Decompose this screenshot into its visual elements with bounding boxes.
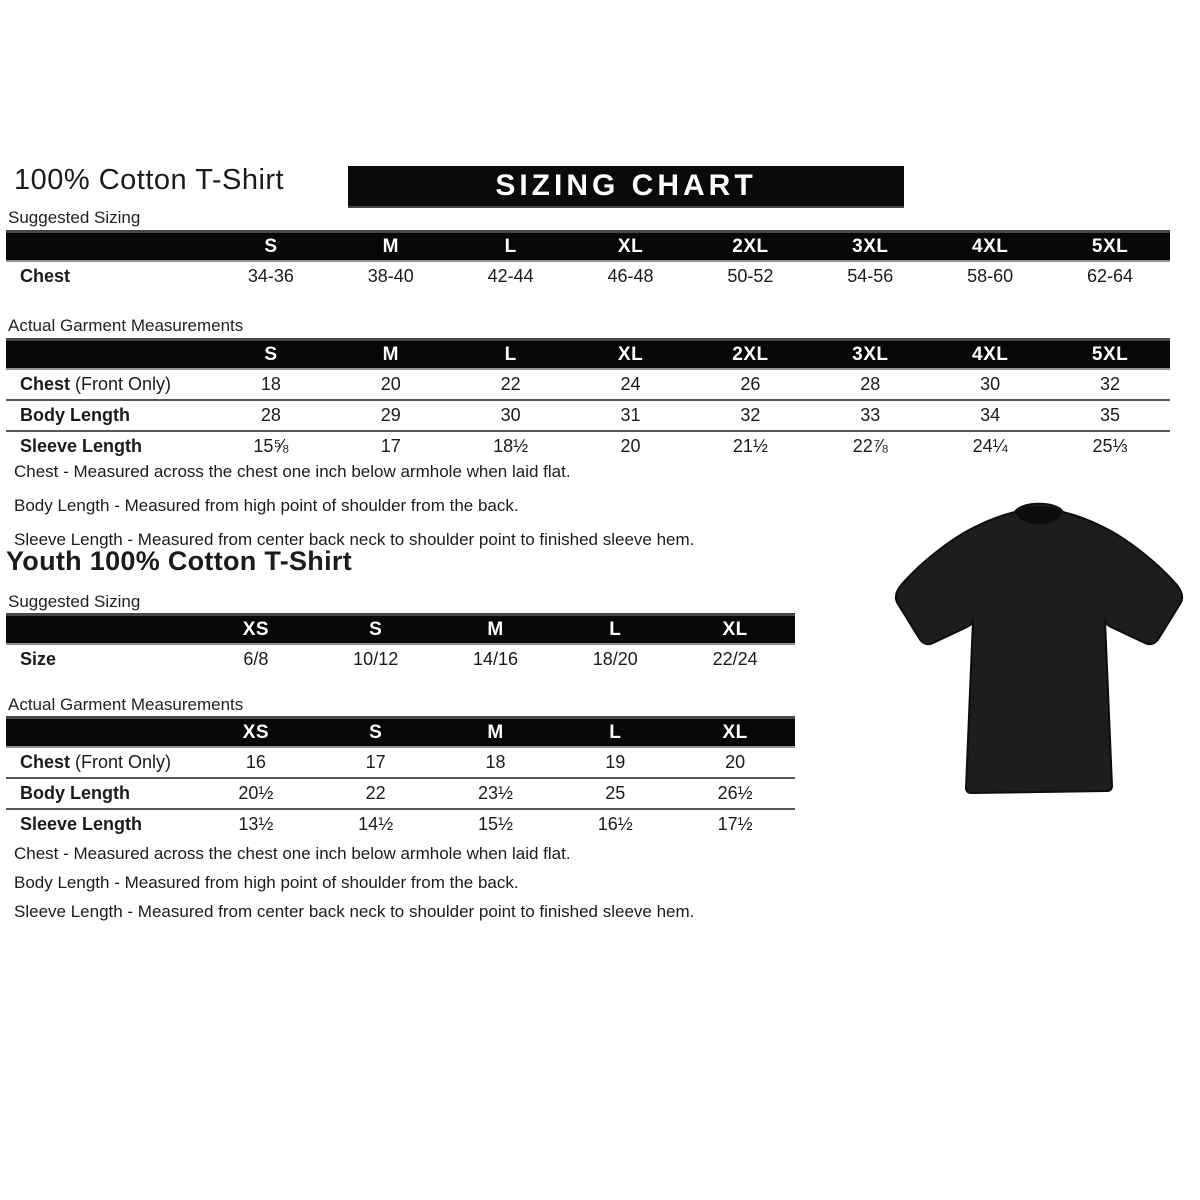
table-cell: 20½ (238, 783, 274, 803)
row-label: Sleeve Length (20, 436, 143, 456)
column-header: L (609, 618, 622, 640)
table-cell: 16½ (597, 814, 633, 834)
column-header: 3XL (852, 235, 889, 257)
youth-section-title: Youth 100% Cotton T-Shirt (6, 546, 352, 576)
table-cell: 22 (365, 783, 386, 803)
adult-actual-measurements-table (6, 338, 1170, 461)
row-label: Chest (20, 266, 71, 286)
table-cell: 34-36 (247, 266, 294, 286)
table-cell: 18 (485, 752, 506, 772)
table-cell: 42-44 (487, 266, 534, 286)
column-header: XL (617, 343, 644, 365)
table-row (6, 262, 1170, 291)
note-sleeve-length: Sleeve Length - Measured from center back neck to shoulder point to finished sleeve hem. (14, 530, 695, 549)
table-row (6, 808, 795, 839)
table-cell: 26 (740, 374, 761, 394)
table-cell: 30 (500, 405, 521, 425)
column-header: XL (722, 721, 748, 743)
table-row (6, 748, 795, 777)
table-row (6, 399, 1170, 430)
youth-suggested-sizing-table (6, 613, 795, 674)
table-cell: 25⅓ (1092, 436, 1128, 456)
table-cell: 23½ (477, 783, 514, 803)
column-header: 5XL (1091, 343, 1129, 365)
row-label: Size (20, 649, 57, 669)
column-header: L (504, 235, 517, 257)
table-cell: 35 (1100, 405, 1121, 425)
table-header-row (6, 341, 1170, 370)
table-cell: 10/12 (353, 649, 399, 669)
table-cell: 19 (605, 752, 626, 772)
column-header: S (264, 343, 278, 365)
youth-actual-measurements-label: Actual Garment Measurements (8, 695, 244, 714)
table-row (6, 645, 795, 674)
tshirt-product-image (893, 492, 1185, 802)
row-label: Chest (Front Only) (20, 752, 172, 772)
table-cell: 20 (380, 374, 401, 394)
table-cell: 32 (740, 405, 761, 425)
adult-actual-measurements-label: Actual Garment Measurements (8, 316, 244, 335)
youth-actual-measurements-table (6, 716, 795, 839)
table-cell: 14½ (358, 814, 394, 834)
adult-suggested-sizing-label: Suggested Sizing (8, 208, 141, 227)
table-row (6, 777, 795, 808)
note-body-length: Body Length - Measured from high point of shoulder from the back. (14, 496, 519, 515)
column-header: XS (242, 618, 270, 640)
column-header: M (382, 235, 399, 257)
table-cell: 26½ (717, 783, 753, 803)
table-row (6, 430, 1170, 461)
table-cell: 32 (1100, 374, 1121, 394)
table-cell: 54-56 (847, 266, 894, 286)
row-label: Body Length (20, 405, 130, 425)
table-cell: 58-60 (967, 266, 1014, 286)
table-cell: 15½ (477, 814, 514, 834)
column-header: M (382, 343, 399, 365)
column-header: M (487, 721, 504, 743)
column-header: XL (722, 618, 748, 640)
column-header: 4XL (972, 343, 1009, 365)
youth-measurement-notes (14, 843, 694, 930)
column-header: 2XL (732, 235, 769, 257)
table-cell: 28 (260, 405, 281, 425)
sizing-chart-banner: SIZING CHART (348, 166, 904, 206)
tshirt-body (896, 504, 1182, 793)
table-cell: 17 (380, 436, 401, 456)
row-label: Body Length (20, 783, 130, 803)
row-label: Sleeve Length (20, 814, 143, 834)
note-chest: Chest - Measured across the chest one inch below armhole when laid flat. (14, 462, 571, 481)
table-cell: 14/16 (472, 649, 519, 669)
column-header: 4XL (972, 235, 1009, 257)
table-cell: 16 (245, 752, 266, 772)
table-header-row (6, 233, 1170, 262)
column-header: 5XL (1091, 235, 1129, 257)
column-header: L (504, 343, 517, 365)
column-header: 3XL (852, 343, 889, 365)
table-cell: 29 (380, 405, 401, 425)
table-header-row (6, 616, 795, 645)
tshirt-image (893, 492, 1185, 802)
column-header: S (369, 721, 383, 743)
table-cell: 24¼ (972, 436, 1008, 456)
table-cell: 28 (860, 374, 881, 394)
table-cell: 25 (605, 783, 626, 803)
table-cell: 18/20 (592, 649, 638, 669)
column-header: 2XL (732, 343, 769, 365)
note-sleeve-length: Sleeve Length - Measured from center back neck to shoulder point to finished sleeve hem. (14, 902, 695, 921)
column-header: XS (242, 721, 270, 743)
table-cell: 50-52 (727, 266, 774, 286)
table-cell: 15⅝ (253, 436, 289, 456)
table-cell: 24 (620, 374, 641, 394)
table-cell: 6/8 (243, 649, 269, 669)
table-cell: 30 (980, 374, 1001, 394)
youth-suggested-sizing-label: Suggested Sizing (8, 592, 141, 611)
column-header: M (487, 618, 504, 640)
column-header: L (609, 721, 622, 743)
table-cell: 20 (620, 436, 641, 456)
table-cell: 31 (620, 405, 641, 425)
adult-suggested-sizing-table (6, 230, 1170, 291)
table-cell: 18 (260, 374, 281, 394)
table-row (6, 370, 1170, 399)
table-cell: 17½ (717, 814, 753, 834)
table-cell: 62-64 (1087, 266, 1134, 286)
table-cell: 21½ (732, 436, 768, 456)
table-cell: 22 (500, 374, 521, 394)
table-header-row (6, 719, 795, 748)
note-chest: Chest - Measured across the chest one inch below armhole when laid flat. (14, 844, 571, 863)
table-cell: 46-48 (607, 266, 654, 286)
table-cell: 18½ (493, 436, 529, 456)
column-header: S (264, 235, 278, 257)
table-cell: 20 (725, 752, 746, 772)
row-label: Chest (Front Only) (20, 374, 172, 394)
column-header: XL (617, 235, 644, 257)
page-title: 100% Cotton T-Shirt (14, 164, 285, 196)
table-cell: 22⅞ (852, 436, 888, 456)
table-cell: 22/24 (712, 649, 758, 669)
table-cell: 34 (980, 405, 1001, 425)
table-cell: 17 (365, 752, 386, 772)
column-header: S (369, 618, 383, 640)
note-body-length: Body Length - Measured from high point of shoulder from the back. (14, 873, 519, 892)
table-cell: 13½ (238, 814, 274, 834)
table-cell: 33 (860, 405, 881, 425)
table-cell: 38-40 (367, 266, 414, 286)
